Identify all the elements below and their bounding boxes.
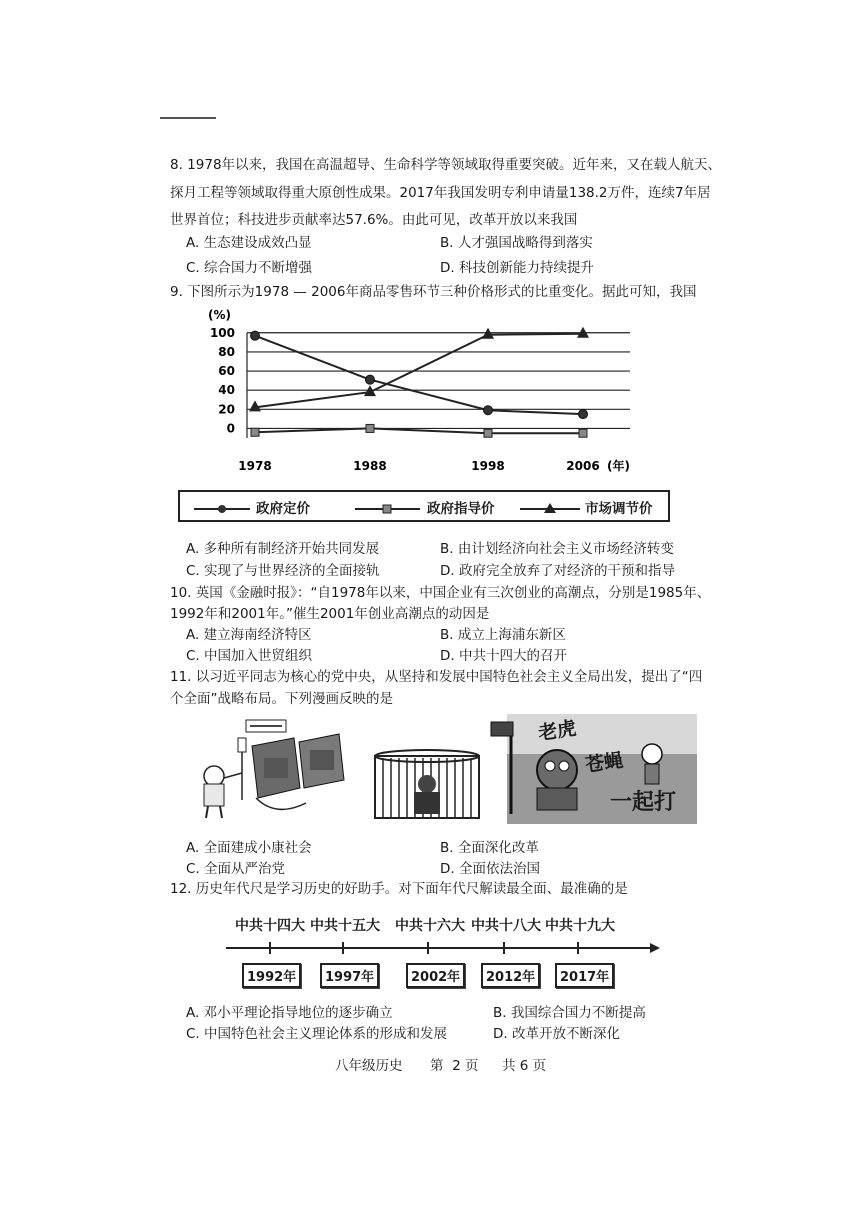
- q11-option-a[interactable]: A. 全面建成小康社会: [186, 840, 312, 856]
- price-share-chart: [190, 300, 670, 490]
- header-rule: [160, 117, 216, 119]
- x-tick-label: 1988: [353, 459, 387, 473]
- q10-option-c[interactable]: C. 中国加入世贸组织: [186, 648, 313, 664]
- chart-legend: [178, 490, 670, 522]
- q8-option-d[interactable]: D. 科技创新能力持续提升: [440, 260, 594, 276]
- footer-subject: 八年级历史: [335, 1058, 403, 1074]
- timeline-year-1997: 1997年: [320, 963, 379, 988]
- legend-market: 市场调节价: [585, 501, 653, 517]
- comic-tiger-text: 老虎: [536, 717, 578, 745]
- chart-grid: [247, 333, 630, 438]
- timeline-year-2012: 2012年: [481, 963, 540, 988]
- q8-stem-line3: 世界首位；科技进步贡献率达57.6%。由此可见，改革开放以来我国: [170, 212, 578, 228]
- data-point: [579, 429, 587, 437]
- legend-gov-guide: 政府指导价: [427, 501, 495, 517]
- legend-square-marker: [383, 505, 391, 513]
- timeline-year-1992: 1992年: [242, 963, 301, 988]
- q8-stem-line1: 8. 1978年以来，我国在高温超导、生命科学等领域取得重要突破。近年来，又在载人航天、: [170, 157, 722, 173]
- q12-option-a[interactable]: A. 邓小平理论指导地位的逐步确立: [186, 1005, 393, 1021]
- q11-option-c[interactable]: C. 全面从严治党: [186, 861, 286, 877]
- y-tick-labels: [210, 326, 235, 436]
- series-line: [255, 428, 583, 433]
- q12-option-d[interactable]: D. 改革开放不断深化: [493, 1026, 620, 1042]
- q10-option-b[interactable]: B. 成立上海浦东新区: [440, 627, 566, 643]
- q11-stem-line2: 个全面”战略布局。下列漫画反映的是: [170, 691, 393, 707]
- q8-option-b[interactable]: B. 人才强国战略得到落实: [440, 235, 593, 251]
- legend-gov-price: 政府定价: [256, 501, 310, 517]
- y-axis-label: (%): [208, 308, 231, 322]
- footer-page: 第 2 页: [430, 1058, 479, 1074]
- series-line: [255, 336, 583, 414]
- y-tick-label: 20: [218, 402, 235, 417]
- q11-stem-line1: 11. 以习近平同志为核心的党中央，从坚持和发展中国特色社会主义全局出发，提出了“四: [170, 669, 703, 685]
- chart-series: [249, 327, 589, 437]
- data-point: [366, 375, 375, 384]
- q9-stem: 9. 下图所示为1978 — 2006年商品零售环节三种价格形式的比重变化。据此可知，我国: [170, 284, 697, 300]
- timeline-year-2002: 2002年: [406, 963, 465, 988]
- q10-stem-line1: 10. 英国《金融时报》：“自1978年以来，中国企业有三次创业的高潮点，分别是1985年、: [170, 585, 711, 601]
- data-point: [366, 424, 374, 432]
- y-tick-label: 100: [209, 325, 235, 340]
- x-tick-label: 1998: [471, 459, 505, 473]
- y-tick-label: 0: [226, 421, 235, 436]
- timeline-label-18th: 中共十八大: [471, 918, 541, 934]
- timeline-label-19th: 中共十九大: [545, 918, 615, 934]
- q9-option-b[interactable]: B. 由计划经济向社会主义市场经济转变: [440, 541, 674, 557]
- q8-option-a[interactable]: A. 生态建设成效凸显: [186, 235, 312, 251]
- timeline-year-2017: 2017年: [555, 963, 614, 988]
- legend-circle-marker: [218, 505, 226, 513]
- data-point: [251, 331, 260, 340]
- data-point: [484, 406, 493, 415]
- timeline-axis: [226, 942, 660, 954]
- x-unit-label: (年): [607, 459, 630, 473]
- q9-option-d[interactable]: D. 政府完全放弃了对经济的干预和指导: [440, 563, 675, 579]
- y-tick-label: 80: [218, 344, 235, 359]
- timeline-label-15th: 中共十五大: [310, 918, 380, 934]
- x-tick-label: 1978: [238, 459, 272, 473]
- comic-paperwork-panel: [194, 718, 364, 820]
- q9-option-c[interactable]: C. 实现了与世界经济的全面接轨: [186, 563, 380, 579]
- data-point: [579, 410, 588, 419]
- y-tick-label: 40: [218, 383, 235, 398]
- y-tick-label: 60: [218, 364, 235, 379]
- q12-option-c[interactable]: C. 中国特色社会主义理论体系的形成和发展: [186, 1026, 448, 1042]
- comic-strike-text: 一起打: [610, 789, 677, 815]
- timeline-label-16th: 中共十六大: [395, 918, 465, 934]
- q10-option-d[interactable]: D. 中共十四大的召开: [440, 648, 567, 664]
- q12-stem: 12. 历史年代尺是学习历史的好助手。对下面年代尺解读最全面、最准确的是: [170, 881, 628, 897]
- timeline-label-14th: 中共十四大: [235, 918, 305, 934]
- data-point: [251, 428, 259, 436]
- q10-stem-line2: 1992年和2001年。”催生2001年创业高潮点的动因是: [170, 606, 490, 622]
- footer-total: 共 6 页: [502, 1058, 547, 1074]
- q10-option-a[interactable]: A. 建立海南经济特区: [186, 627, 312, 643]
- q11-option-b[interactable]: B. 全面深化改革: [440, 840, 539, 856]
- x-tick-labels: [238, 458, 630, 473]
- q12-option-b[interactable]: B. 我国综合国力不断提高: [493, 1005, 646, 1021]
- q11-option-d[interactable]: D. 全面依法治国: [440, 861, 540, 877]
- x-tick-label: 2006: [566, 459, 600, 473]
- q8-stem-line2: 探月工程等领域取得重大原创性成果。2017年我国发明专利申请量138.2万件，连续7年居: [170, 185, 711, 201]
- comic-fly-text: 苍蝇: [583, 749, 625, 777]
- data-point: [484, 429, 492, 437]
- q9-option-a[interactable]: A. 多种所有制经济开始共同发展: [186, 541, 380, 557]
- q8-option-c[interactable]: C. 综合国力不断增强: [186, 260, 313, 276]
- comic-cage-panel: [368, 748, 486, 822]
